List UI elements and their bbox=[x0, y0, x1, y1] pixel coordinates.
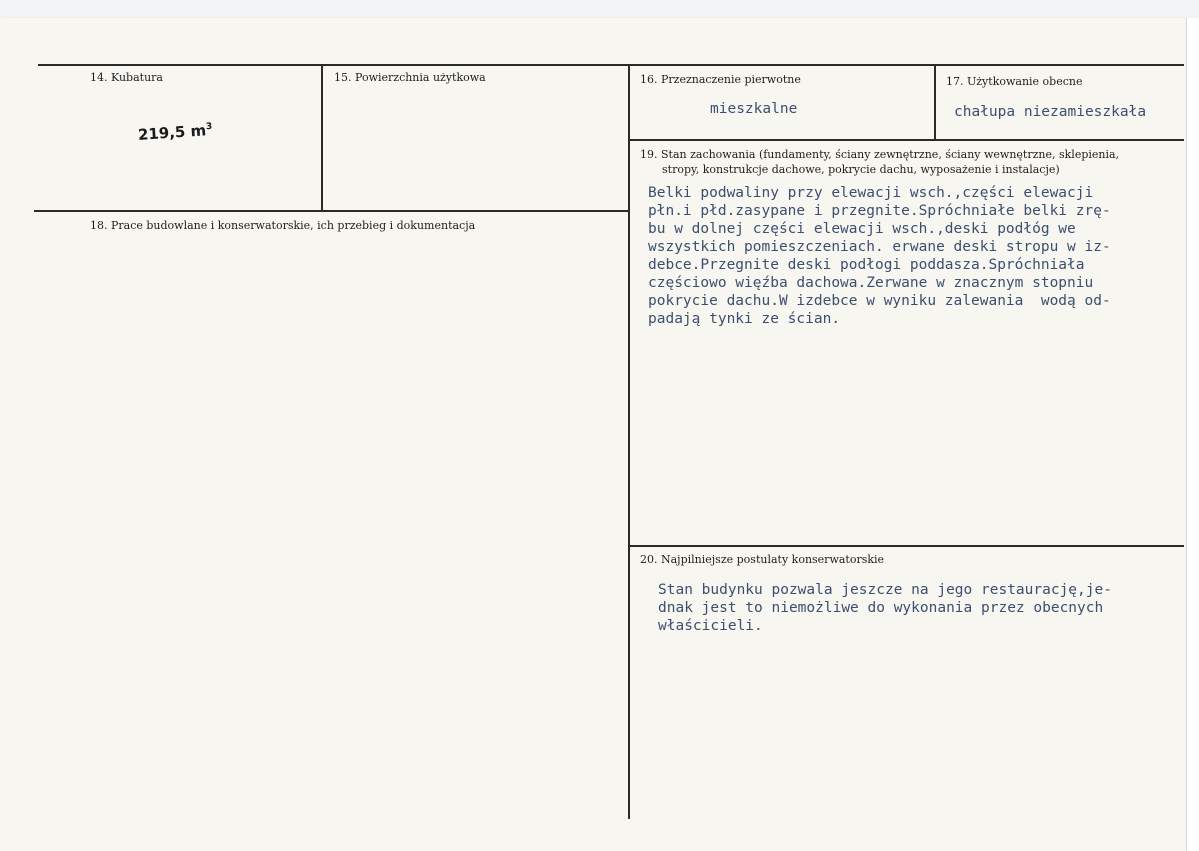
stan-text-line: debce.Przegnite deski podłogi poddasza.Spróchniała bbox=[648, 257, 1085, 273]
rule-v-14-15 bbox=[321, 64, 323, 211]
record-card bbox=[0, 18, 1187, 851]
przeznaczenie-label: 16. Przeznaczenie pierwotne bbox=[640, 73, 801, 86]
powierzchnia-label: 15. Powierzchnia użytkowa bbox=[334, 71, 486, 84]
stan-text-line: pokrycie dachu.W izdebce w wyniku zalewania wodą od- bbox=[648, 293, 1111, 309]
stan-text-line: padają tynki ze ścian. bbox=[648, 311, 841, 327]
stan-label-line-2: stropy, konstrukcje dachowe, pokrycie dachu, wyposażenie i instalacje) bbox=[662, 163, 1060, 176]
postulaty-text-line: dnak jest to niemożliwe do wykonania przez obecnych bbox=[658, 600, 1104, 616]
prace-label: 18. Prace budowlane i konserwatorskie, ich przebieg i dokumentacja bbox=[90, 219, 476, 232]
rule-v-16-17 bbox=[934, 64, 936, 140]
scan-top-strip bbox=[0, 0, 1199, 20]
kubatura-unit-sup: 3 bbox=[205, 121, 213, 133]
postulaty-text-line: właścicieli. bbox=[658, 618, 763, 634]
stan-label-line-1: 19. Stan zachowania (fundamenty, ściany zewnętrzne, ściany wewnętrzne, sklepienia, bbox=[640, 148, 1120, 161]
stan-text-line: płn.i płd.zasypane i przegnite.Spróchniałe belki zrę- bbox=[648, 203, 1111, 219]
rule-v-main bbox=[628, 64, 630, 819]
stan-text-line: wszystkich pomieszczeniach. erwane deski stropu w iz- bbox=[648, 239, 1111, 255]
rule-below-19 bbox=[628, 545, 1184, 547]
uzytkowanie-value: chałupa niezamieszkała bbox=[954, 104, 1147, 120]
rule-below-14-15 bbox=[34, 210, 629, 212]
uzytkowanie-label: 17. Użytkowanie obecne bbox=[946, 75, 1083, 88]
scan-right-edge bbox=[1187, 18, 1199, 851]
postulaty-label: 20. Najpilniejsze postulaty konserwatorskie bbox=[640, 553, 885, 566]
kubatura-label: 14. Kubatura bbox=[90, 71, 163, 84]
postulaty-text-line: Stan budynku pozwala jeszcze na jego restaurację,je- bbox=[658, 582, 1112, 598]
stan-text-line: bu w dolnej części elewacji wsch.,deski podłóg we bbox=[648, 221, 1076, 237]
rule-below-16-17 bbox=[628, 139, 1184, 141]
stan-text-line: częściowo więźba dachowa.Zerwane w znacznym stopniu bbox=[648, 275, 1094, 291]
stan-text-line: Belki podwaliny przy elewacji wsch.,części elewacji bbox=[648, 185, 1094, 201]
kubatura-number: 219,5 m bbox=[137, 121, 207, 144]
rule-top bbox=[38, 64, 1184, 66]
przeznaczenie-value: mieszkalne bbox=[710, 101, 798, 117]
